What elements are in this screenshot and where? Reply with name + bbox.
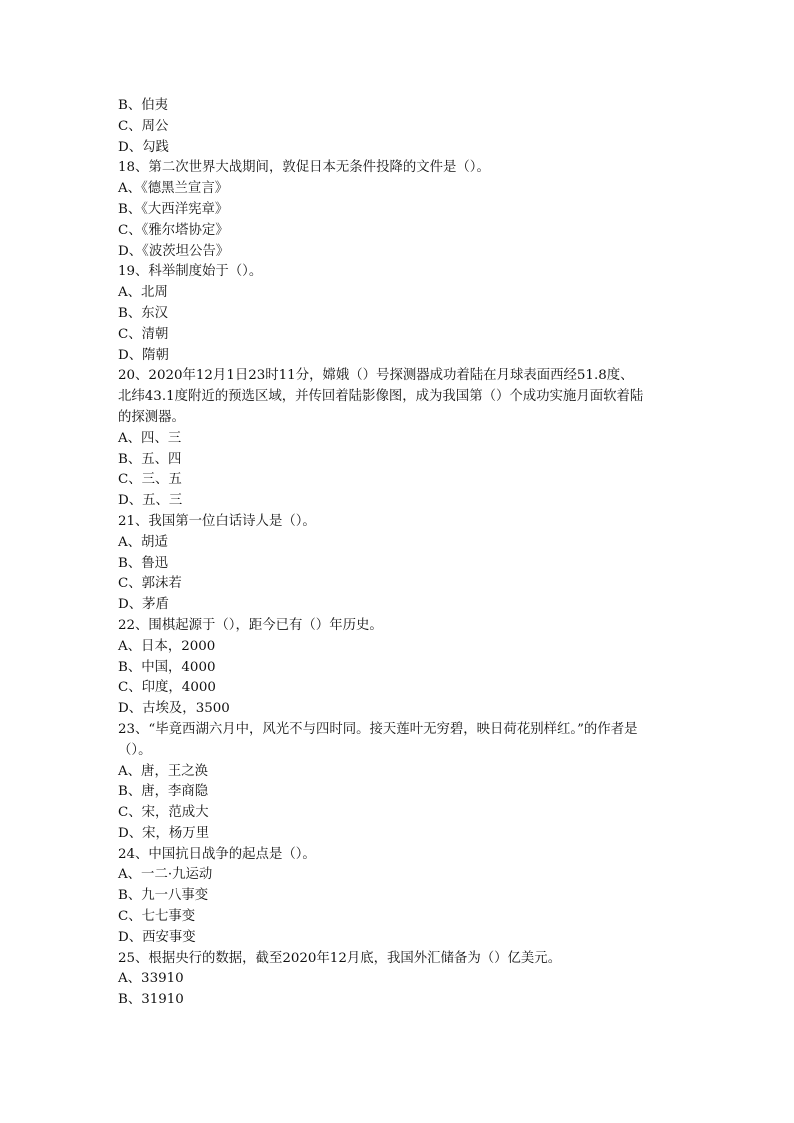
option-d-q19: D、隋朝 [118,347,169,363]
option-b-q17: B、伯夷 [118,98,169,113]
document-page [118,96,678,1011]
option-b-q20: B、五、四 [118,451,182,467]
option-c-q20: C、三、五 [118,472,182,488]
option-b-q18: B、《大西洋宪章》 [118,201,229,217]
option-a-q19: A、北周 [118,285,168,301]
question-19: 19、科举制度始于（）。 [118,264,263,280]
option-d-q22: D、古埃及，3500 [118,701,230,717]
option-a-q23: A、唐，王之涣 [118,763,209,779]
option-b-q24: B、九一八事变 [118,888,209,904]
option-b-q25: B、31910 [118,992,184,1008]
option-a-q21: A、胡适 [118,534,168,550]
option-b-q22: B、中国，4000 [118,659,216,675]
option-c-q22: C、印度，4000 [118,680,216,696]
option-c-q21: C、郭沫若 [118,576,182,592]
option-d-q24: D、西安事变 [118,929,196,945]
question-20-line-2: 北纬43.1度附近的预选区域，并传回着陆影像图，成为我国第（）个成功实施月面软着陆 [118,389,644,405]
option-a-q18: A、《德黑兰宣言》 [118,181,229,197]
option-c-q17: C、周公 [118,118,169,134]
question-25: 25、根据央行的数据，截至2020年12月底，我国外汇储备为（）亿美元。 [118,950,562,966]
option-d-q21: D、茅盾 [118,597,169,613]
question-18: 18、第二次世界大战期间，敦促日本无条件投降的文件是（）。 [118,160,490,176]
option-a-q20: A、四、三 [118,430,182,446]
option-a-q24: A、一二·九运动 [118,867,213,883]
question-23-line-1: 23、“毕竟西湖六月中，风光不与四时同。接天莲叶无穷碧，映日荷花别样红。”的作者是 [118,721,638,737]
option-a-q22: A、日本，2000 [118,638,216,654]
option-b-q21: B、鲁迅 [118,555,169,571]
option-d-q23: D、宋，杨万里 [118,825,210,841]
option-d-q17: D、勾践 [118,139,169,155]
option-d-q18: D、《波茨坦公告》 [118,243,230,259]
question-20-line-3: 的探测器。 [118,409,185,425]
option-c-q18: C、《雅尔塔协定》 [118,222,229,238]
option-a-q25: A、33910 [118,971,184,987]
question-21: 21、我国第一位白话诗人是（）。 [118,513,316,529]
option-c-q19: C、清朝 [118,326,169,342]
question-22: 22、围棋起源于（），距今已有（）年历史。 [118,617,383,633]
question-24: 24、中国抗日战争的起点是（）。 [118,846,316,862]
option-c-q24: C、七七事变 [118,909,196,925]
option-c-q23: C、宋，范成大 [118,805,209,821]
question-20-line-1: 20、2020年12月1日23时11分，嫦娥（）号探测器成功着陆在月球表面西经51.8度、 [118,368,634,384]
option-b-q19: B、东汉 [118,305,169,321]
option-b-q23: B、唐，李商隐 [118,784,209,800]
question-23-line-2: （）。 [118,742,152,758]
option-d-q20: D、五、三 [118,493,183,509]
